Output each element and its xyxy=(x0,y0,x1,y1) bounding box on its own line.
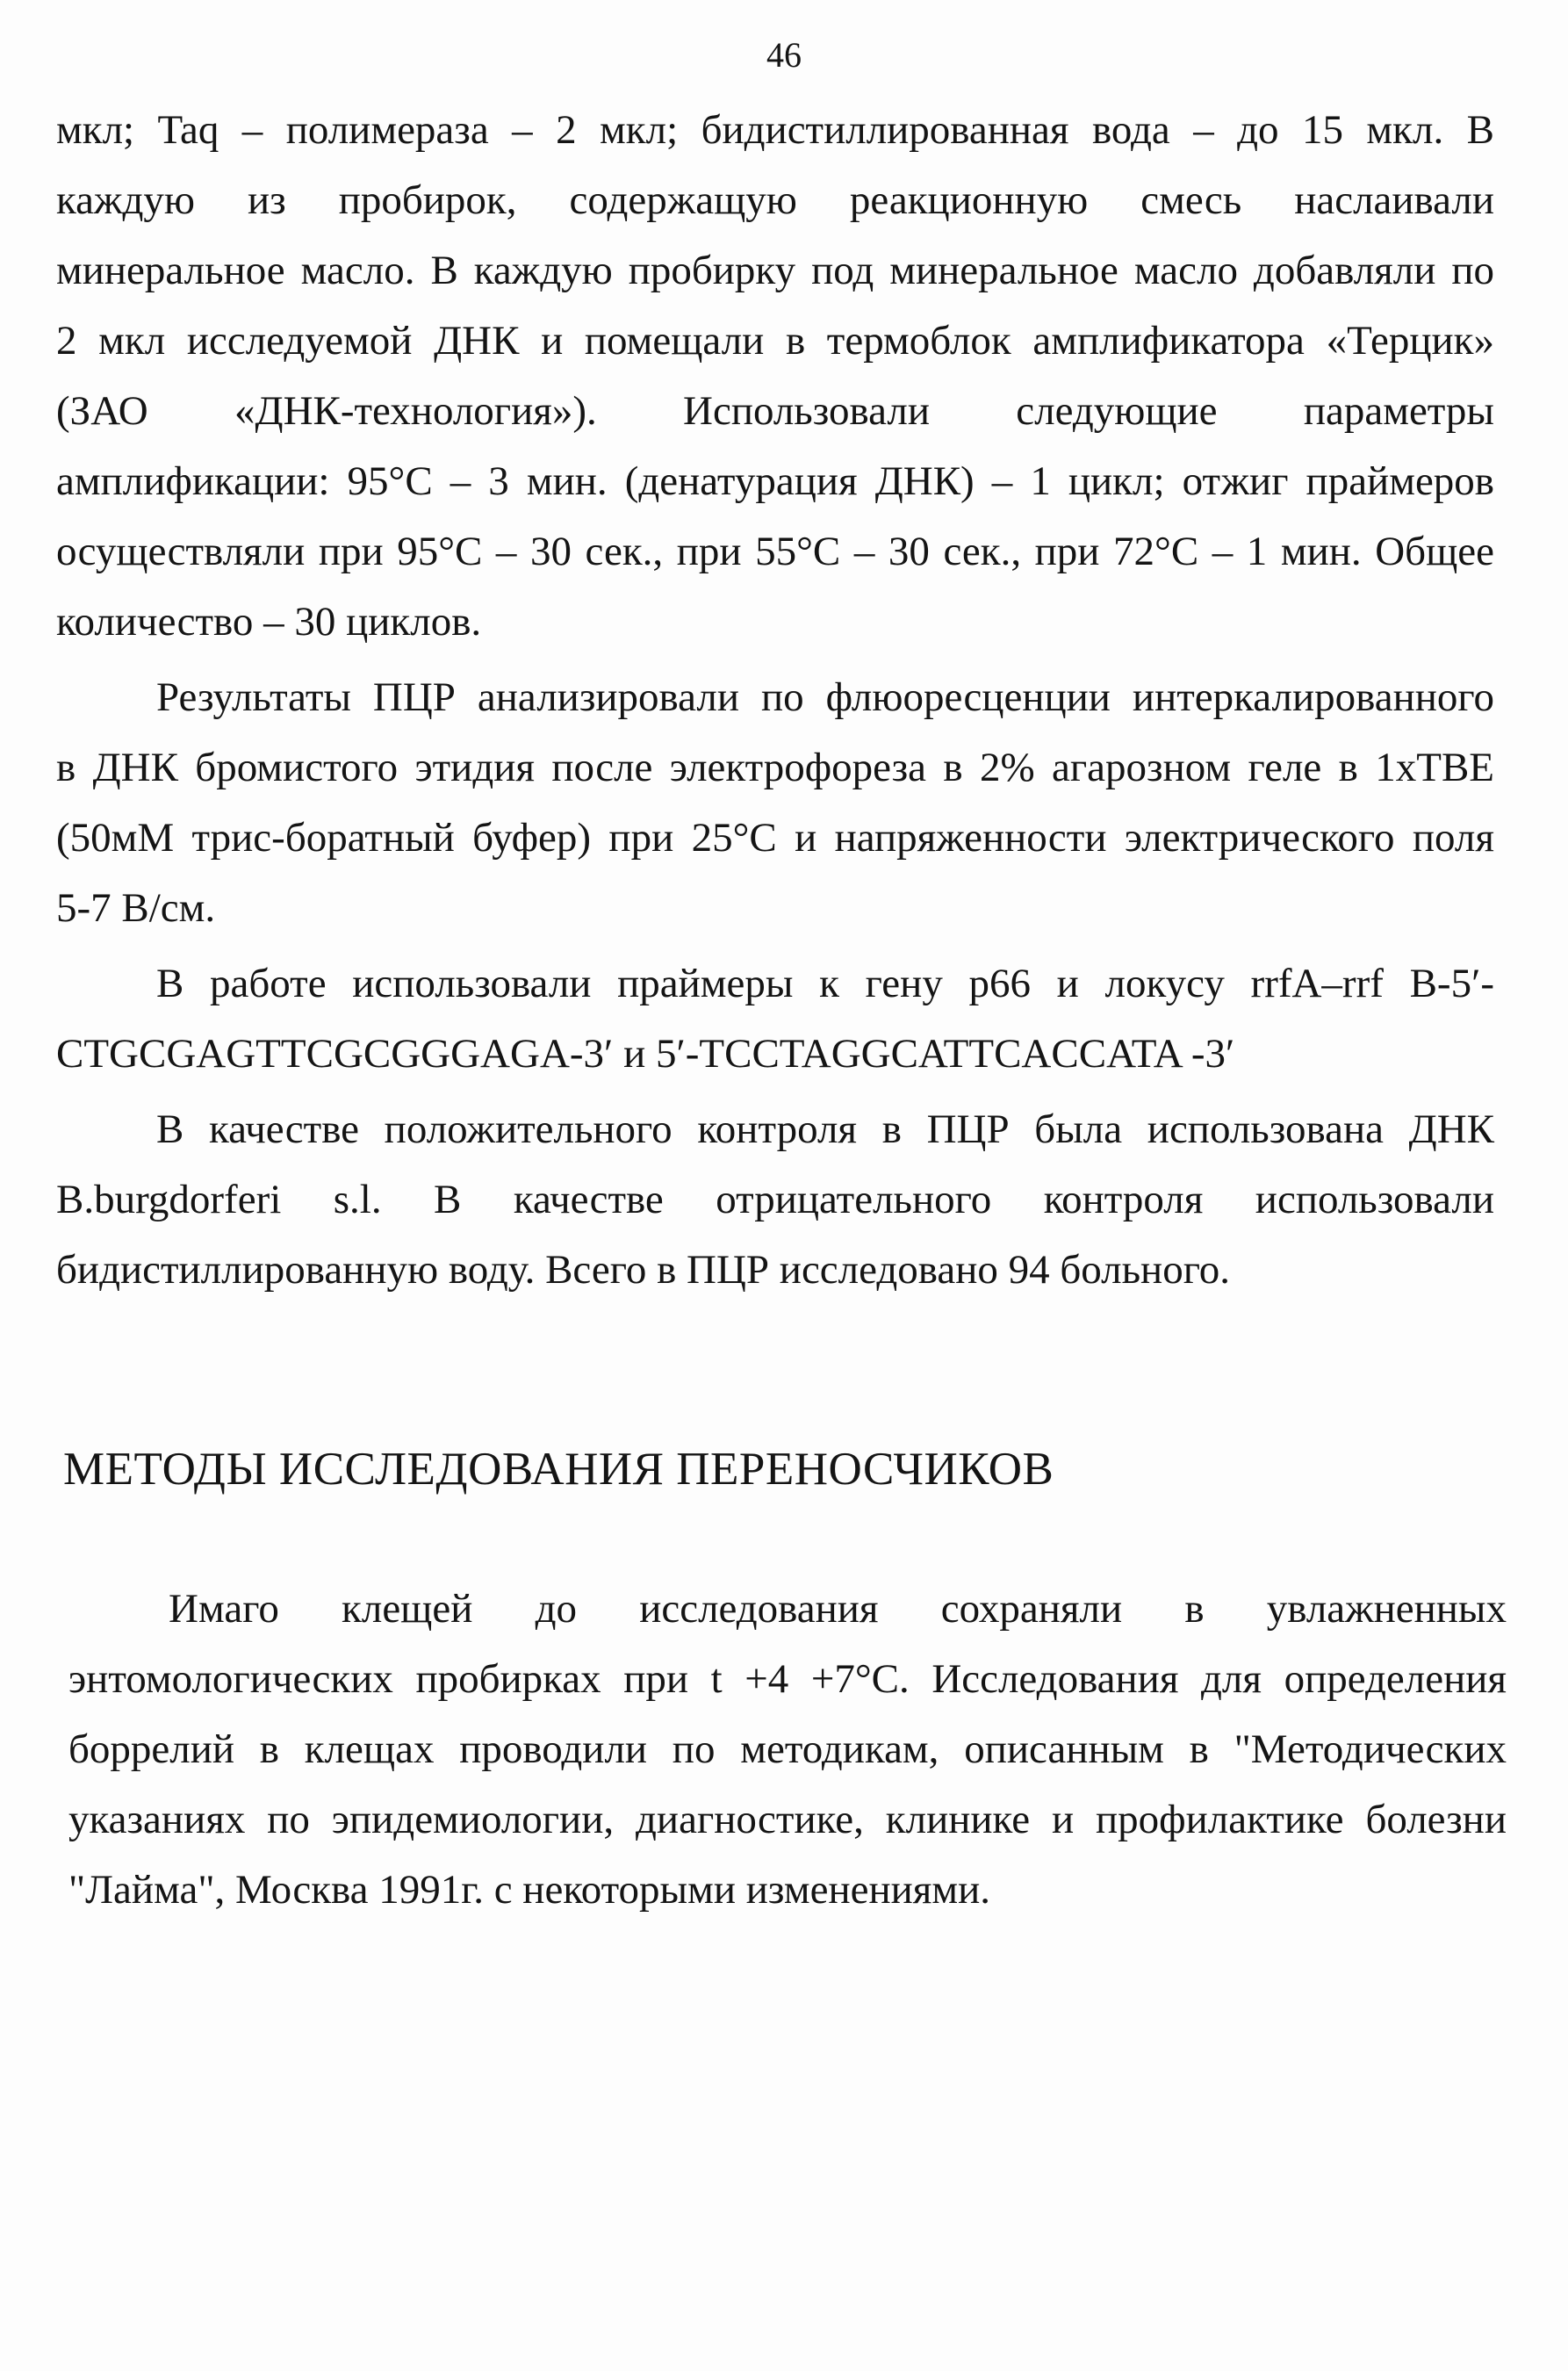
paragraph-1-line-3: минеральное масло. В каждую пробирку под минеральное масло добавляли по xyxy=(56,248,1494,293)
paragraph-5-line-3: боррелий в клещах проводили по методикам, описанным в "Методических xyxy=(68,1726,1507,1772)
paragraph-1-line-5: (ЗАО «ДНК-технология»). Использовали следующие параметры xyxy=(56,388,1494,434)
paragraph-4-line-1: В качестве положительного контроля в ПЦР была использована ДНК xyxy=(156,1106,1494,1152)
paragraph-4-line-3: бидистиллированную воду. Всего в ПЦР исследовано 94 больного. xyxy=(56,1247,1231,1293)
paragraph-3-line-1: В работе использовали праймеры к гену p66 и локусу rrfA–rrf B-5′- xyxy=(156,961,1494,1006)
paragraph-2-line-4: 5-7 В/см. xyxy=(56,885,216,931)
paragraph-2-line-1: Результаты ПЦР анализировали по флюоресценции интеркалированного xyxy=(156,674,1494,720)
page-number: 46 xyxy=(766,35,802,75)
paragraph-4-line-2: B.burgdorferi s.l. В качестве отрицательного контроля использовали xyxy=(56,1177,1494,1222)
paragraph-1-line-2: каждую из пробирок, содержащую реакционную смесь наслаивали xyxy=(56,177,1494,223)
paragraph-1-line-6: амплификации: 95°С – 3 мин. (денатурация ДНК) – 1 цикл; отжиг праймеров xyxy=(56,458,1494,504)
paragraph-1-line-8: количество – 30 циклов. xyxy=(56,599,482,645)
paragraph-5-line-2: энтомологических пробирках при t +4 +7°С. Исследования для определения xyxy=(68,1656,1507,1702)
primer-sequences: CTGCGAGTTCGCGGGAGA-3′ и 5′-TCCTAGGCATTCACCATA -3′ xyxy=(56,1031,1235,1077)
paragraph-1-line-4: 2 мкл исследуемой ДНК и помещали в термоблок амплификатора «Терцик» xyxy=(56,318,1494,364)
paragraph-5-line-5: "Лайма", Москва 1991г. с некоторыми изменениями. xyxy=(68,1867,991,1913)
paragraph-1-line-7: осуществляли при 95°С – 30 сек., при 55°С – 30 сек., при 72°С – 1 мин. Общее xyxy=(56,529,1494,574)
paragraph-2-line-2: в ДНК бромистого этидия после электрофореза в 2% агарозном геле в 1хТВЕ xyxy=(56,745,1494,790)
paragraph-5-line-4: указаниях по эпидемиологии, диагностике, клинике и профилактике болезни xyxy=(68,1797,1507,1842)
paragraph-1-line-1: мкл; Taq – полимераза – 2 мкл; бидистиллированная вода – до 15 мкл. В xyxy=(56,107,1494,153)
paragraph-5-line-1: Имаго клещей до исследования сохраняли в увлажненных xyxy=(169,1586,1507,1632)
paragraph-2-line-3: (50мМ трис-боратный буфер) при 25°С и напряженности электрического поля xyxy=(56,815,1494,861)
section-heading: МЕТОДЫ ИССЛЕДОВАНИЯ ПЕРЕНОСЧИКОВ xyxy=(63,1444,1054,1495)
